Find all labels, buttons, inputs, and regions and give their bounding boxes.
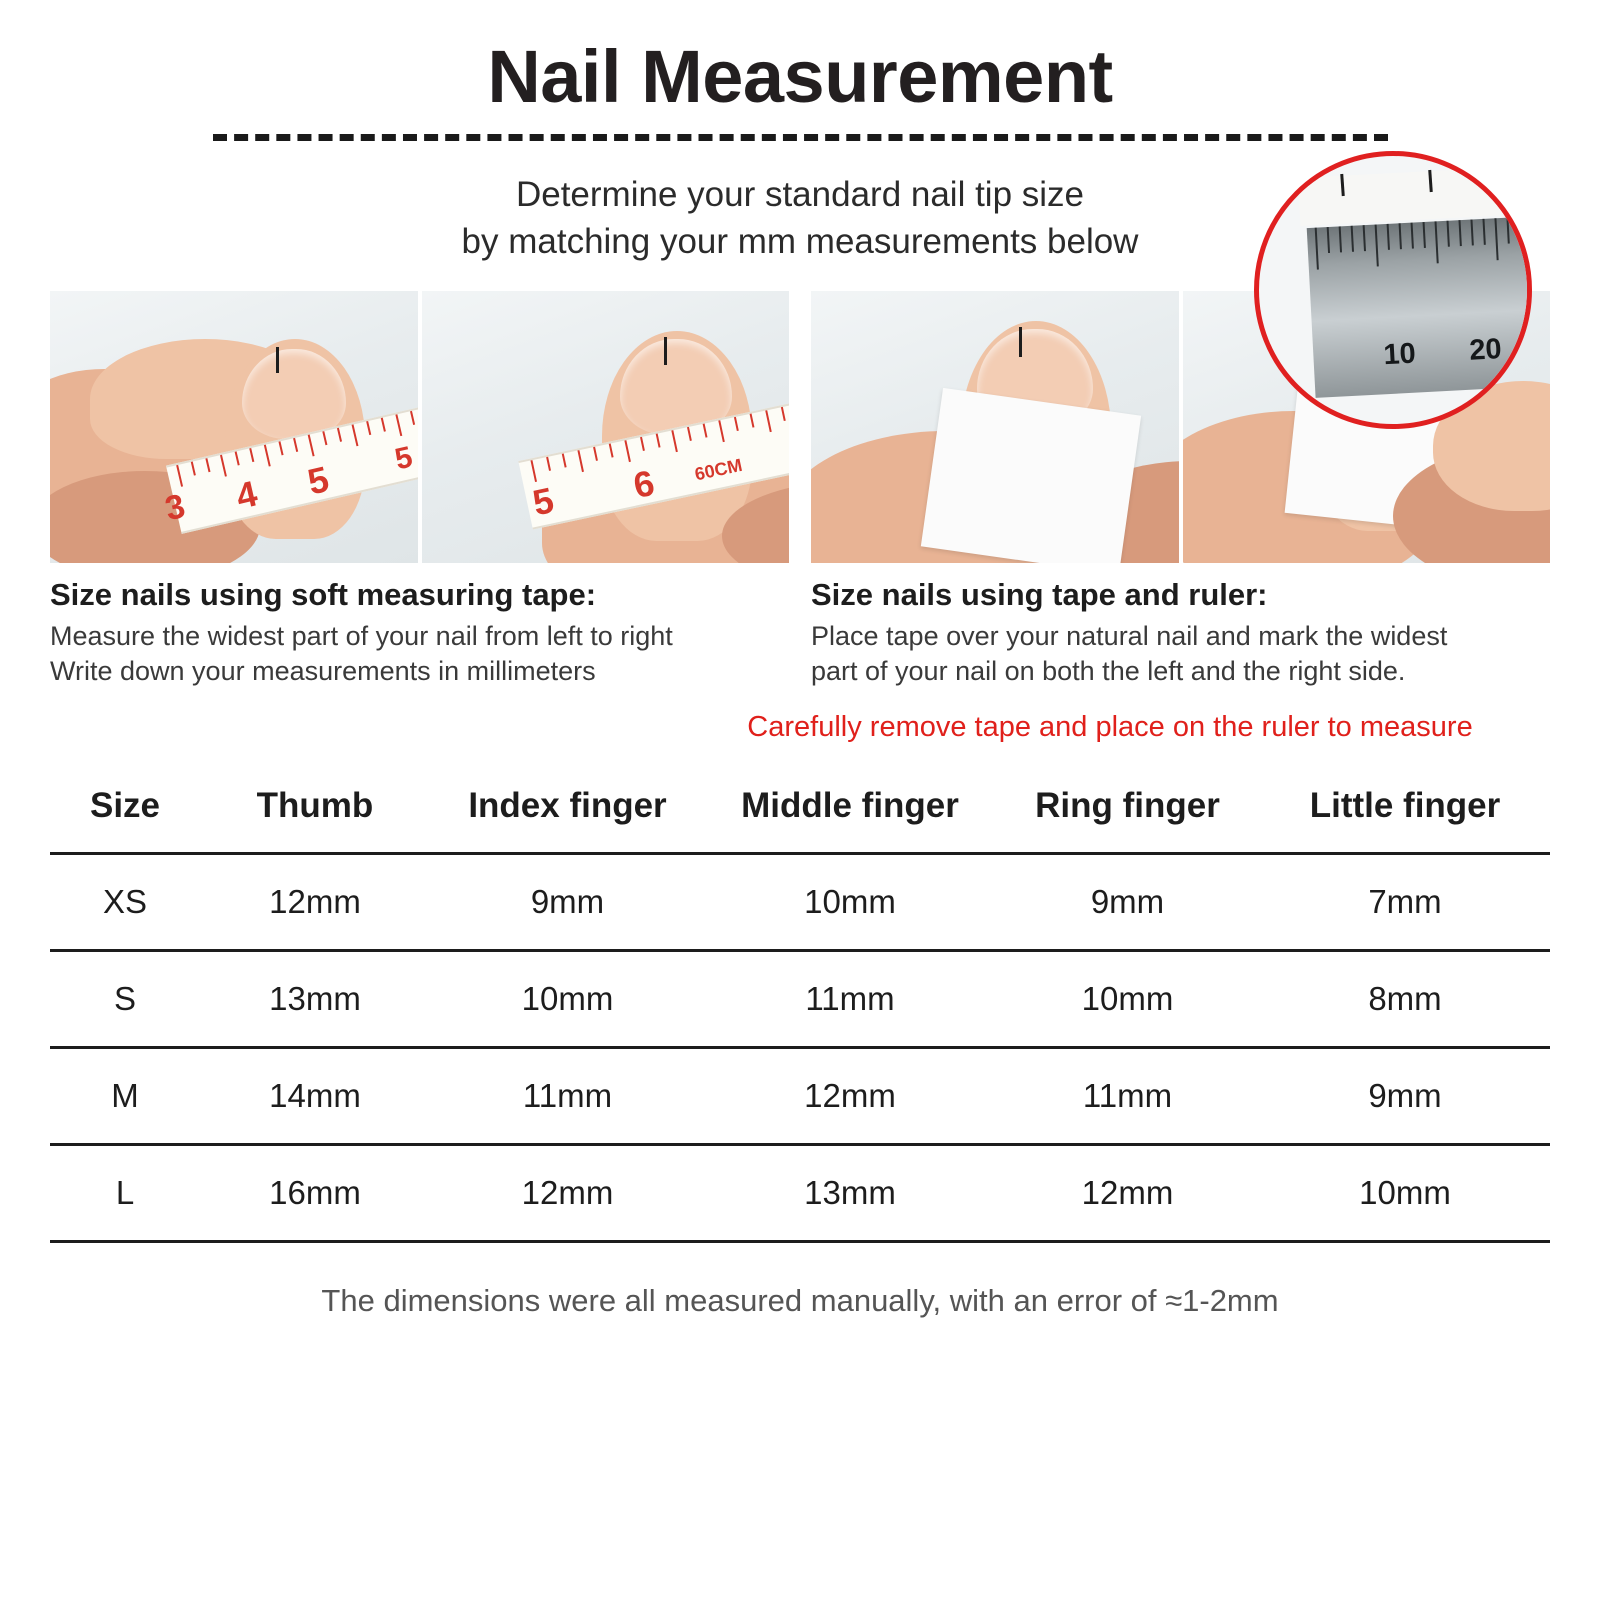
size-chart-table (50, 778, 1550, 1243)
column-header-middle: Middle finger (741, 786, 959, 826)
column-header-thumb: Thumb (256, 786, 374, 826)
photo-group-soft-tape (50, 291, 789, 563)
warning-note: Carefully remove tape and place on the ruler to measure (747, 711, 1473, 744)
nail-mark-right (664, 337, 667, 365)
tape-number: 5 (303, 458, 333, 503)
nail-mark (1019, 327, 1022, 357)
caption-line-2: part of your nail on both the left and the right side. (811, 656, 1406, 687)
caption-tape-ruler (811, 577, 1550, 689)
cell-ring: 12mm (995, 1145, 1260, 1242)
tape-number: 5 (391, 440, 416, 477)
cell-ring: 9mm (995, 854, 1260, 951)
tape-number: 6 (629, 462, 658, 507)
magnified-tape (1298, 166, 1530, 226)
cell-little: 8mm (1260, 951, 1550, 1048)
cell-index: 10mm (430, 951, 705, 1048)
table-row (50, 854, 1550, 951)
cell-thumb: 13mm (200, 951, 430, 1048)
caption-heading: Size nails using tape and ruler: (811, 577, 1268, 613)
table-row (50, 1145, 1550, 1242)
cell-index: 9mm (430, 854, 705, 951)
cell-middle: 10mm (705, 854, 995, 951)
cell-index: 12mm (430, 1145, 705, 1242)
caption-line-1: Measure the widest part of your nail from left to right (50, 621, 673, 652)
tape-number: 3 (161, 487, 189, 529)
title-divider (213, 134, 1388, 141)
caption-line-1: Place tape over your natural nail and mark the widest (811, 621, 1448, 652)
magnifier-inset (1254, 151, 1532, 429)
subtitle-line-1: Determine your standard nail tip size (515, 174, 1085, 214)
cell-thumb: 12mm (200, 854, 430, 951)
column-header-size: Size (89, 786, 161, 826)
photo-tape-ruler-1 (811, 291, 1179, 563)
column-header-index: Index finger (468, 786, 667, 826)
cell-thumb: 14mm (200, 1048, 430, 1145)
cell-size: L (50, 1145, 200, 1242)
column-header-little: Little finger (1309, 786, 1501, 826)
nail-mark-left (276, 347, 279, 373)
cell-index: 11mm (430, 1048, 705, 1145)
ruler-number: 20 (1468, 333, 1503, 367)
cell-middle: 11mm (705, 951, 995, 1048)
table-row (50, 951, 1550, 1048)
page-title: Nail Measurement (487, 35, 1113, 118)
column-header-ring: Ring finger (1035, 786, 1220, 826)
photo-row (50, 291, 1550, 563)
tape-number: 5 (528, 479, 557, 524)
cell-little: 9mm (1260, 1048, 1550, 1145)
cell-ring: 11mm (995, 1048, 1260, 1145)
tape-number: 4 (232, 472, 261, 518)
cell-middle: 12mm (705, 1048, 995, 1145)
cell-little: 10mm (1260, 1145, 1550, 1242)
magnified-steel-ruler (1307, 216, 1532, 398)
caption-soft-tape (50, 577, 789, 689)
white-tape-strip (921, 388, 1141, 563)
subtitle-line-2: by matching your mm measurements below (461, 221, 1139, 261)
cell-size: M (50, 1048, 200, 1145)
cell-ring: 10mm (995, 951, 1260, 1048)
cell-size: XS (50, 854, 200, 951)
table-row (50, 1048, 1550, 1145)
photo-soft-tape-2 (422, 291, 790, 563)
ruler-number: 10 (1382, 337, 1417, 372)
cell-middle: 13mm (705, 1145, 995, 1242)
warning-note-wrap (50, 711, 1550, 744)
table-header-row (50, 778, 1550, 854)
caption-heading: Size nails using soft measuring tape: (50, 577, 597, 613)
caption-line-2: Write down your measurements in millimeters (50, 656, 596, 687)
photo-soft-tape-1 (50, 291, 418, 563)
cell-thumb: 16mm (200, 1145, 430, 1242)
cell-little: 7mm (1260, 854, 1550, 951)
cell-size: S (50, 951, 200, 1048)
tape-brand-label: 60CM (692, 455, 744, 485)
captions-row (50, 577, 1550, 689)
footnote: The dimensions were all measured manually, with an error of ≈1-2mm (321, 1283, 1279, 1319)
